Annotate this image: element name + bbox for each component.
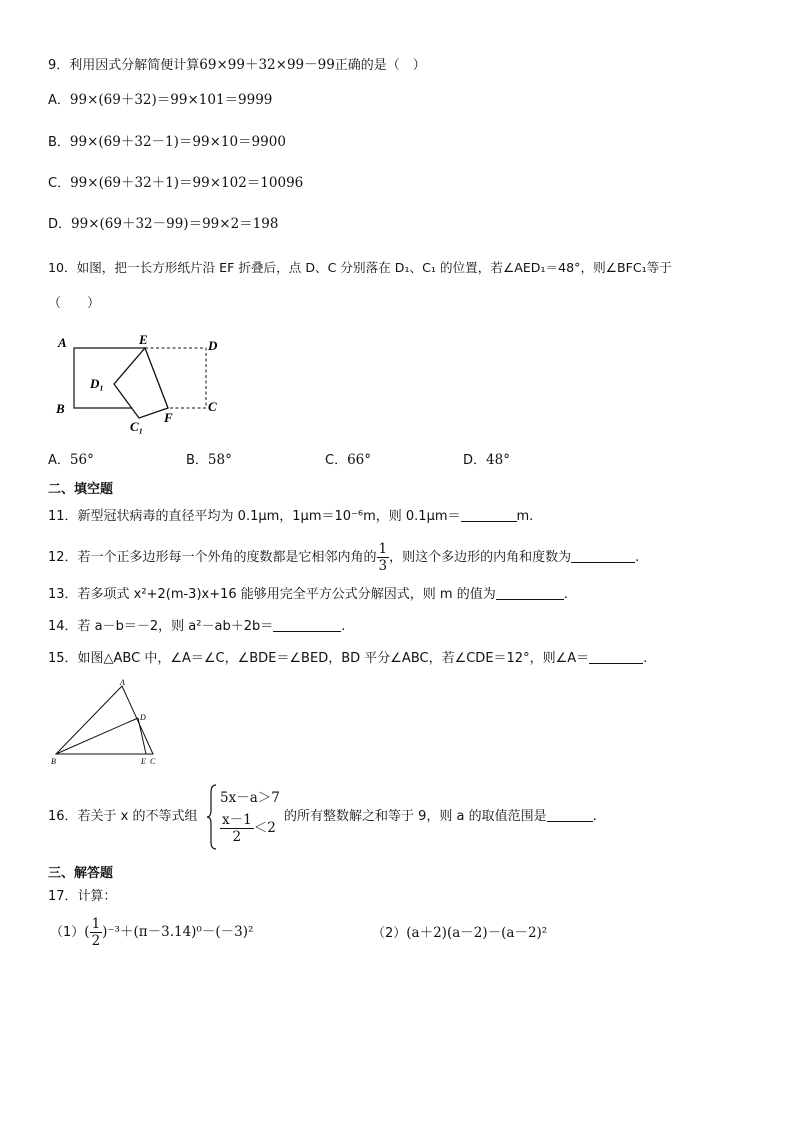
inequality-1: 5x－a＞7	[220, 790, 280, 806]
q9-option-a	[48, 91, 272, 110]
q9-stem-prefix: 9．利用因式分解简便计算	[48, 58, 200, 73]
q10-stem-line1: 10．如图，把一长方形纸片沿 EF 折叠后，点 D、C 分别落在 D₁、C₁ 的位置，若∠AED₁＝48°，则∠BFC₁等于	[48, 260, 672, 275]
inequality-2-relation: ＜2	[253, 820, 276, 836]
q17-part2	[372, 924, 547, 943]
q9-option-d	[48, 215, 278, 234]
q16-text-b-line	[284, 808, 597, 826]
q11	[48, 508, 533, 526]
q12-fraction	[377, 541, 390, 574]
q16-inequality-system	[206, 782, 280, 852]
brace-icon	[206, 782, 218, 852]
q11-text: 11．新型冠状病毒的直径平均为 0.1μm，1μm＝10⁻⁶m，则 0.1μm＝	[48, 509, 461, 524]
q10-option-d	[463, 451, 510, 470]
label-e: E	[141, 757, 146, 766]
q10-figure	[50, 330, 230, 435]
q16-answer-blank[interactable]	[547, 808, 593, 822]
q12-suffix: .	[635, 550, 640, 565]
q9-option-b	[48, 133, 286, 152]
q12-text-b: ，则这个多边形的内角和度数为	[389, 550, 572, 565]
q13-answer-blank[interactable]	[496, 586, 564, 600]
option-label: B．	[186, 453, 208, 468]
option-expr: 99×(69＋32＋1)＝99×102＝10096	[70, 175, 304, 191]
q14-answer-blank[interactable]	[273, 618, 341, 632]
label-b: B	[51, 757, 56, 766]
option-value: 48°	[486, 452, 510, 468]
option-value: 56°	[69, 452, 94, 468]
q17-stem: 17．计算：	[48, 889, 117, 904]
option-expr: 99×(69＋32)＝99×101＝9999	[69, 92, 273, 108]
part1-fraction	[90, 916, 103, 949]
label-c1: C₁	[130, 419, 144, 434]
inequality-2	[220, 812, 276, 845]
option-expr: 99×(69＋32－1)＝99×10＝9900	[69, 134, 286, 150]
q16-suffix: .	[592, 809, 597, 824]
fraction-denominator: 3	[378, 558, 388, 574]
q12	[48, 539, 639, 577]
label-c: C	[150, 757, 156, 766]
option-value: 66°	[347, 452, 372, 468]
fraction-numerator: 1	[378, 541, 388, 557]
option-label: D．	[48, 217, 72, 232]
q14-text: 14．若 a－b＝－2，则 a²－ab＋2b＝	[48, 619, 274, 634]
q14-suffix: .	[341, 619, 346, 634]
option-label: A．	[48, 453, 70, 468]
fraction-denominator: 2	[232, 829, 242, 845]
q15	[48, 650, 647, 668]
label-a: A	[58, 335, 67, 350]
label-f: F	[164, 410, 173, 425]
q9-stem-expr: 69×99＋32×99－99	[199, 57, 335, 73]
q17-part1	[50, 912, 253, 953]
q10-option-c	[325, 451, 371, 470]
q13-suffix: .	[563, 587, 568, 602]
q9-option-c	[48, 174, 303, 193]
part1-expr-a: (	[84, 924, 90, 940]
q9-stem-suffix: 正确的是（ ）	[334, 58, 426, 73]
q12-answer-blank[interactable]	[571, 549, 635, 563]
q13-text: 13．若多项式 x²+2(m-3)x+16 能够用完全平方公式分解因式，则 m 的值为	[48, 587, 496, 602]
part2-label: （2）	[372, 926, 407, 941]
q13	[48, 586, 568, 604]
fraction-numerator: x－1	[222, 812, 252, 828]
option-expr: 99×(69＋32－99)＝99×2＝198	[71, 216, 279, 232]
label-d: D	[140, 713, 146, 722]
section-heading-solve: 三、解答题	[48, 866, 114, 881]
fraction-numerator: 1	[91, 916, 101, 932]
q15-suffix: .	[643, 651, 648, 666]
q15-text: 15．如图△ABC 中，∠A＝∠C，∠BDE＝∠BED，BD 平分∠ABC，若∠CDE＝12°，则∠A＝	[48, 651, 590, 666]
label-d: D	[208, 338, 218, 353]
q11-answer-blank[interactable]	[461, 508, 517, 522]
part2-expr: (a＋2)(a－2)－(a－2)²	[406, 925, 548, 941]
option-label: B．	[48, 135, 70, 150]
q14	[48, 618, 345, 636]
option-label: C．	[325, 453, 348, 468]
q16-text-a: 16．若关于 x 的不等式组	[48, 809, 198, 824]
fraction-denominator: 2	[91, 933, 101, 949]
label-a: A	[120, 678, 125, 687]
label-c: C	[208, 399, 217, 414]
q16-text-b: 的所有整数解之和等于 9，则 a 的取值范围是	[284, 809, 547, 824]
q9-stem	[48, 56, 426, 75]
q10-option-b	[186, 451, 232, 470]
q11-suffix: m.	[516, 509, 534, 524]
section-heading-fill-in: 二、填空题	[48, 482, 114, 497]
part1-label: （1）	[50, 925, 85, 940]
q15-answer-blank[interactable]	[589, 650, 643, 664]
label-b: B	[56, 401, 65, 416]
option-label: A．	[48, 93, 70, 108]
option-label: C．	[48, 176, 71, 191]
option-value: 58°	[207, 452, 232, 468]
q10-stem-line2: （ ）	[48, 296, 101, 311]
label-d1: D₁	[90, 376, 104, 391]
inequality-2-fraction	[220, 812, 254, 845]
q10-option-a	[48, 451, 94, 470]
q12-text-a: 12．若一个正多边形每一个外角的度数都是它相邻内角的	[48, 550, 377, 565]
label-e: E	[139, 332, 148, 347]
q15-figure	[48, 676, 168, 768]
option-label: D．	[463, 453, 487, 468]
part1-expr-b: )⁻³＋(π－3.14)⁰－(－3)²	[102, 924, 254, 940]
